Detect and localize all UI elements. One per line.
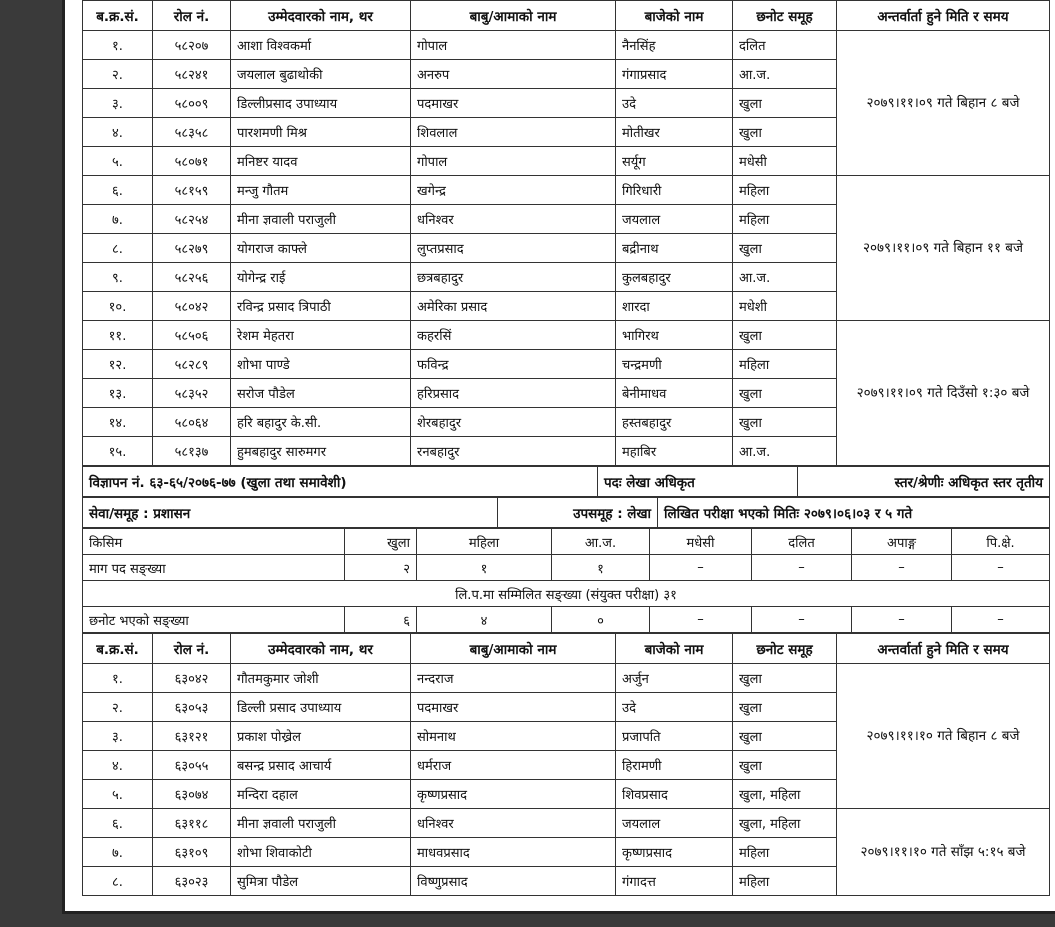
- summary-selected-value: –: [752, 607, 852, 633]
- cell-parent: लुप्तप्रसाद: [411, 234, 616, 263]
- cell-roll: ५८००९: [153, 89, 231, 118]
- cell-roll: ६३०५३: [153, 693, 231, 722]
- advert-service: सेवा/समूह : प्रशासन: [83, 498, 498, 528]
- cell-group: खुला, महिला: [733, 809, 837, 838]
- cell-group: खुला: [733, 89, 837, 118]
- cell-serial: २.: [83, 60, 153, 89]
- cell-serial: ७.: [83, 205, 153, 234]
- header-parent: बाबु/आमाको नाम: [411, 634, 616, 664]
- cell-name: शोभा पाण्डे: [231, 350, 411, 379]
- advert-subgroup: उपसमूह : लेखा: [498, 498, 658, 528]
- cell-name: पारशमणी मिश्र: [231, 118, 411, 147]
- cell-grandfather: बेनीमाधव: [616, 379, 733, 408]
- cell-serial: ४.: [83, 118, 153, 147]
- advert-post: पदः लेखा अधिकृत: [598, 467, 798, 497]
- cell-serial: १०.: [83, 292, 153, 321]
- summary-selected-value: ४: [417, 607, 552, 633]
- cell-grandfather: प्रजापति: [616, 722, 733, 751]
- table-body: [83, 31, 1050, 466]
- cell-group: महिला: [733, 838, 837, 867]
- summary-categories-row: [83, 529, 1050, 555]
- cell-interview-time: २०७९।११।०९ गते बिहान ११ बजे: [837, 176, 1050, 321]
- cell-interview-time: २०७९।११।१० गते साँझ ५:१५ बजे: [837, 809, 1050, 896]
- cell-parent: अमेरिका प्रसाद: [411, 292, 616, 321]
- table-row: [83, 321, 1050, 350]
- header-name: उम्मेदवारको नाम, थर: [231, 634, 411, 664]
- summary-cat: अपाङ्ग: [852, 529, 952, 555]
- cell-roll: ६३०२३: [153, 867, 231, 896]
- cell-grandfather: शारदा: [616, 292, 733, 321]
- cell-interview-time: २०७९।११।०९ गते दिउँसो १:३० बजे: [837, 321, 1050, 466]
- cell-parent: गोपाल: [411, 147, 616, 176]
- table-row: [83, 664, 1050, 693]
- cell-name: मनिष्टर यादव: [231, 147, 411, 176]
- cell-serial: ३.: [83, 89, 153, 118]
- cell-serial: ५.: [83, 780, 153, 809]
- table-header: [83, 634, 1050, 664]
- cell-name: रेशम मेहतरा: [231, 321, 411, 350]
- advert-exam-date: लिखित परीक्षा भएको मितिः २०७९।०६।०३ र ५ गते: [658, 498, 1050, 528]
- cell-parent: कहरसिं: [411, 321, 616, 350]
- summary-categories-label: किसिम: [83, 529, 345, 555]
- summary-cat: मधेसी: [650, 529, 752, 555]
- cell-name: डिल्ली प्रसाद उपाध्याय: [231, 693, 411, 722]
- cell-name: मीना ज्ञवाली पराजुली: [231, 205, 411, 234]
- cell-group: खुला: [733, 234, 837, 263]
- summary-demand-label: माग पद सङ्ख्या: [83, 555, 345, 581]
- cell-interview-time: २०७९।११।१० गते बिहान ८ बजे: [837, 664, 1050, 809]
- header-group: छनोट समूह: [733, 634, 837, 664]
- summary-cat: आ.ज.: [552, 529, 650, 555]
- cell-parent: धनिश्वर: [411, 809, 616, 838]
- cell-serial: ६.: [83, 176, 153, 205]
- cell-serial: २.: [83, 693, 153, 722]
- candidate-table-1: [82, 0, 1050, 466]
- summary-selected-value: ०: [552, 607, 650, 633]
- cell-serial: १.: [83, 31, 153, 60]
- cell-grandfather: बद्रीनाथ: [616, 234, 733, 263]
- summary-demand-value: –: [952, 555, 1050, 581]
- summary-cat: पि.क्षे.: [952, 529, 1050, 555]
- summary-selected-value: –: [650, 607, 752, 633]
- cell-roll: ५८१५९: [153, 176, 231, 205]
- cell-group: खुला, महिला: [733, 780, 837, 809]
- advert-level: स्तर/श्रेणीः अधिकृत स्तर तृतीय: [798, 467, 1050, 497]
- cell-roll: ५८२८९: [153, 350, 231, 379]
- cell-grandfather: जयलाल: [616, 205, 733, 234]
- notice-content: [82, 0, 1049, 896]
- cell-group: खुला: [733, 408, 837, 437]
- summary-participants-row: [83, 581, 1050, 607]
- cell-name: आशा विश्वकर्मा: [231, 31, 411, 60]
- table-body: [83, 664, 1050, 896]
- cell-roll: ५८२५४: [153, 205, 231, 234]
- header-grandfather: बाजेको नाम: [616, 634, 733, 664]
- cell-parent: हरिप्रसाद: [411, 379, 616, 408]
- summary-participants: लि.प.मा सम्मिलित सङ्ख्या (संयुक्त परीक्षा) ३१: [83, 581, 1050, 607]
- cell-parent: कृष्णप्रसाद: [411, 780, 616, 809]
- cell-group: महिला: [733, 205, 837, 234]
- cell-name: योगराज काफ्ले: [231, 234, 411, 263]
- cell-parent: खगेन्द्र: [411, 176, 616, 205]
- cell-name: मन्दिरा दहाल: [231, 780, 411, 809]
- cell-group: दलित: [733, 31, 837, 60]
- summary-demand-value: २: [345, 555, 417, 581]
- cell-group: मधेसी: [733, 147, 837, 176]
- cell-grandfather: जयलाल: [616, 809, 733, 838]
- table-row: [83, 809, 1050, 838]
- cell-group: महिला: [733, 867, 837, 896]
- cell-serial: ८.: [83, 234, 153, 263]
- cell-name: शोभा शिवाकोटी: [231, 838, 411, 867]
- header-parent: बाबु/आमाको नाम: [411, 1, 616, 31]
- cell-name: सरोज पौडेल: [231, 379, 411, 408]
- summary-selected-value: –: [952, 607, 1050, 633]
- cell-roll: ५८०४२: [153, 292, 231, 321]
- header-serial: ब.क्र.सं.: [83, 634, 153, 664]
- cell-serial: १२.: [83, 350, 153, 379]
- cell-parent: नन्दराज: [411, 664, 616, 693]
- cell-name: मीना ज्ञवाली पराजुली: [231, 809, 411, 838]
- header-name: उम्मेदवारको नाम, थर: [231, 1, 411, 31]
- cell-grandfather: हिरामणी: [616, 751, 733, 780]
- summary-demand-value: १: [417, 555, 552, 581]
- advert-info: [82, 466, 1050, 497]
- cell-group: खुला: [733, 379, 837, 408]
- cell-group: मधेशी: [733, 292, 837, 321]
- table-row: [83, 31, 1050, 60]
- cell-interview-time: २०७९।११।०९ गते बिहान ८ बजे: [837, 31, 1050, 176]
- cell-roll: ६३०७४: [153, 780, 231, 809]
- cell-parent: छत्रबहादुर: [411, 263, 616, 292]
- cell-serial: १.: [83, 664, 153, 693]
- cell-grandfather: नैनसिंह: [616, 31, 733, 60]
- cell-grandfather: महाबिर: [616, 437, 733, 466]
- header-interview: अन्तर्वार्ता हुने मिति र समय: [837, 1, 1050, 31]
- cell-parent: अनरुप: [411, 60, 616, 89]
- cell-roll: ५८३५२: [153, 379, 231, 408]
- cell-parent: पदमाखर: [411, 89, 616, 118]
- cell-grandfather: कृष्णप्रसाद: [616, 838, 733, 867]
- cell-serial: ३.: [83, 722, 153, 751]
- summary-cat: दलित: [752, 529, 852, 555]
- cell-name: हरि बहादुर के.सी.: [231, 408, 411, 437]
- header-grandfather: बाजेको नाम: [616, 1, 733, 31]
- cell-serial: ७.: [83, 838, 153, 867]
- cell-grandfather: उदे: [616, 693, 733, 722]
- cell-roll: ५८०७१: [153, 147, 231, 176]
- cell-grandfather: शिवप्रसाद: [616, 780, 733, 809]
- summary-selected-value: ६: [345, 607, 417, 633]
- summary-demand-row: [83, 555, 1050, 581]
- cell-roll: ५८०६४: [153, 408, 231, 437]
- header-interview: अन्तर्वार्ता हुने मिति र समय: [837, 634, 1050, 664]
- cell-roll: ५८२४१: [153, 60, 231, 89]
- summary-demand-value: –: [752, 555, 852, 581]
- header-group: छनोट समूह: [733, 1, 837, 31]
- cell-grandfather: गंगाप्रसाद: [616, 60, 733, 89]
- summary-cat: महिला: [417, 529, 552, 555]
- cell-parent: विष्णुप्रसाद: [411, 867, 616, 896]
- cell-group: खुला: [733, 722, 837, 751]
- cell-grandfather: गिरिधारी: [616, 176, 733, 205]
- cell-roll: ५८३५८: [153, 118, 231, 147]
- cell-roll: ६३०४२: [153, 664, 231, 693]
- cell-name: योगेन्द्र राई: [231, 263, 411, 292]
- cell-group: खुला: [733, 664, 837, 693]
- cell-roll: ५८२०७: [153, 31, 231, 60]
- summary-demand-value: –: [650, 555, 752, 581]
- header-serial: ब.क्र.सं.: [83, 1, 153, 31]
- cell-roll: ५८२५६: [153, 263, 231, 292]
- cell-group: आ.ज.: [733, 263, 837, 292]
- summary-selected-value: –: [852, 607, 952, 633]
- cell-serial: ६.: [83, 809, 153, 838]
- vacancy-summary: [82, 528, 1050, 633]
- header-roll: रोल नं.: [153, 1, 231, 31]
- table-row: [83, 176, 1050, 205]
- cell-name: मन्जु गौतम: [231, 176, 411, 205]
- cell-group: खुला: [733, 321, 837, 350]
- cell-grandfather: कुलबहादुर: [616, 263, 733, 292]
- cell-name: जयलाल बुढाथोकी: [231, 60, 411, 89]
- cell-group: आ.ज.: [733, 60, 837, 89]
- cell-parent: धनिश्वर: [411, 205, 616, 234]
- cell-group: महिला: [733, 176, 837, 205]
- summary-selected-label: छनोट भएको सङ्ख्या: [83, 607, 345, 633]
- cell-grandfather: सर्यूग: [616, 147, 733, 176]
- notice-page: [62, 0, 1055, 914]
- summary-selected-row: [83, 607, 1050, 633]
- cell-grandfather: हस्तबहादुर: [616, 408, 733, 437]
- cell-parent: रनबहादुर: [411, 437, 616, 466]
- cell-name: प्रकाश पोख्रेल: [231, 722, 411, 751]
- summary-cat: खुला: [345, 529, 417, 555]
- cell-name: बसन्द्र प्रसाद आचार्य: [231, 751, 411, 780]
- cell-serial: १४.: [83, 408, 153, 437]
- cell-parent: पदमाखर: [411, 693, 616, 722]
- summary-demand-value: –: [852, 555, 952, 581]
- cell-serial: ५.: [83, 147, 153, 176]
- cell-serial: १३.: [83, 379, 153, 408]
- cell-roll: ६३११८: [153, 809, 231, 838]
- cell-serial: ४.: [83, 751, 153, 780]
- cell-roll: ५८२७९: [153, 234, 231, 263]
- advert-info-2: [82, 497, 1050, 528]
- cell-grandfather: भागिरथ: [616, 321, 733, 350]
- cell-parent: धर्मराज: [411, 751, 616, 780]
- cell-name: गौतमकुमार जोशी: [231, 664, 411, 693]
- header-roll: रोल नं.: [153, 634, 231, 664]
- cell-serial: १५.: [83, 437, 153, 466]
- cell-serial: ९.: [83, 263, 153, 292]
- cell-parent: फविन्द्र: [411, 350, 616, 379]
- candidate-table-2: [82, 633, 1050, 896]
- advert-row-2: [83, 498, 1050, 528]
- table-header: [83, 1, 1050, 31]
- cell-group: खुला: [733, 751, 837, 780]
- cell-name: सुमित्रा पौडेल: [231, 867, 411, 896]
- cell-roll: ६३१२१: [153, 722, 231, 751]
- cell-grandfather: चन्द्रमणी: [616, 350, 733, 379]
- cell-parent: माधवप्रसाद: [411, 838, 616, 867]
- cell-parent: सोमनाथ: [411, 722, 616, 751]
- cell-serial: ८.: [83, 867, 153, 896]
- cell-parent: शिवलाल: [411, 118, 616, 147]
- advert-row-1: [83, 467, 1050, 497]
- cell-group: खुला: [733, 118, 837, 147]
- summary-demand-value: १: [552, 555, 650, 581]
- cell-roll: ६३१०९: [153, 838, 231, 867]
- cell-parent: शेरबहादुर: [411, 408, 616, 437]
- cell-grandfather: उदे: [616, 89, 733, 118]
- cell-group: खुला: [733, 693, 837, 722]
- cell-serial: ११.: [83, 321, 153, 350]
- cell-grandfather: मोतीखर: [616, 118, 733, 147]
- cell-name: रविन्द्र प्रसाद त्रिपाठी: [231, 292, 411, 321]
- advert-number: विज्ञापन नं. ६३-६५/२०७६-७७ (खुला तथा समावेशी): [83, 467, 598, 497]
- cell-roll: ५८५०६: [153, 321, 231, 350]
- cell-roll: ६३०५५: [153, 751, 231, 780]
- cell-group: आ.ज.: [733, 437, 837, 466]
- cell-grandfather: अर्जुन: [616, 664, 733, 693]
- cell-name: हुमबहादुर सारुमगर: [231, 437, 411, 466]
- cell-name: डिल्लीप्रसाद उपाध्याय: [231, 89, 411, 118]
- cell-parent: गोपाल: [411, 31, 616, 60]
- cell-roll: ५८१३७: [153, 437, 231, 466]
- cell-group: महिला: [733, 350, 837, 379]
- cell-grandfather: गंगादत्त: [616, 867, 733, 896]
